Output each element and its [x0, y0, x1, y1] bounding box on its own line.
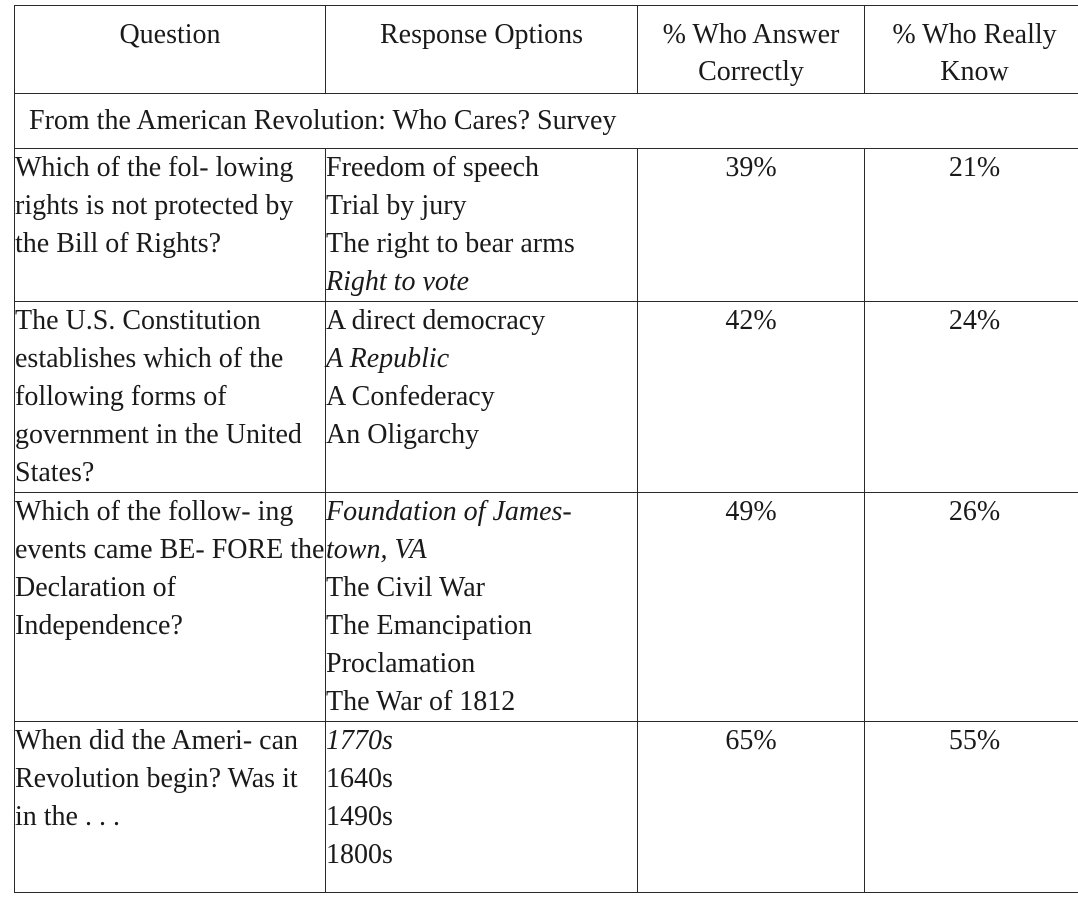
- table-row: [15, 722, 1078, 893]
- answer-correctly-cell: 65%: [638, 722, 865, 893]
- response-option: The right to bear arms: [326, 228, 575, 259]
- response-option: A Confederacy: [326, 381, 495, 412]
- question-cell: Which of the follow- ing events came BE- FORE the Declaration of Independence?: [15, 493, 326, 722]
- section-row: [15, 94, 1078, 149]
- correct-response-option: Foundation of James- town, VA: [326, 496, 572, 565]
- options-cell: [326, 149, 638, 302]
- section-title: From the American Revolution: Who Cares? Survey: [15, 94, 1078, 149]
- correct-response-option: 1770s: [326, 725, 393, 756]
- table-row: [15, 149, 1078, 302]
- options-cell: [326, 722, 638, 893]
- response-option: The War of 1812: [326, 686, 516, 717]
- header-answer-correctly: % Who Answer Correctly: [638, 6, 865, 94]
- response-option: Trial by jury: [326, 190, 467, 221]
- really-know-cell: 21%: [865, 149, 1078, 302]
- answer-correctly-cell: 42%: [638, 302, 865, 493]
- question-cell: The U.S. Constitution establishes which of the following forms of government in the United States?: [15, 302, 326, 493]
- header-really-know: % Who Really Know: [865, 6, 1078, 94]
- answer-correctly-cell: 49%: [638, 493, 865, 722]
- options-cell: [326, 493, 638, 722]
- response-option: An Oligarchy: [326, 419, 480, 450]
- really-know-cell: 55%: [865, 722, 1078, 893]
- table-row: [15, 493, 1078, 722]
- table-row: [15, 302, 1078, 493]
- answer-correctly-cell: 39%: [638, 149, 865, 302]
- correct-response-option: A Republic: [326, 343, 450, 374]
- survey-table: [14, 5, 1078, 893]
- question-cell: Which of the fol- lowing rights is not protected by the Bill of Rights?: [15, 149, 326, 302]
- options-cell: [326, 302, 638, 493]
- response-option: The Civil War: [326, 572, 485, 603]
- response-option: 1490s: [326, 801, 393, 832]
- really-know-cell: 26%: [865, 493, 1078, 722]
- response-option: A direct democracy: [326, 305, 546, 336]
- response-option: 1640s: [326, 763, 393, 794]
- header-response-options: Response Options: [326, 6, 638, 94]
- header-question: Question: [15, 6, 326, 94]
- really-know-cell: 24%: [865, 302, 1078, 493]
- correct-response-option: Right to vote: [326, 266, 470, 297]
- response-option: Freedom of speech: [326, 152, 540, 183]
- response-option: The Emancipation Proclamation: [326, 610, 533, 679]
- header-row: [15, 6, 1078, 94]
- question-cell: When did the Ameri- can Revolution begin? Was it in the . . .: [15, 722, 326, 893]
- response-option: 1800s: [326, 839, 393, 870]
